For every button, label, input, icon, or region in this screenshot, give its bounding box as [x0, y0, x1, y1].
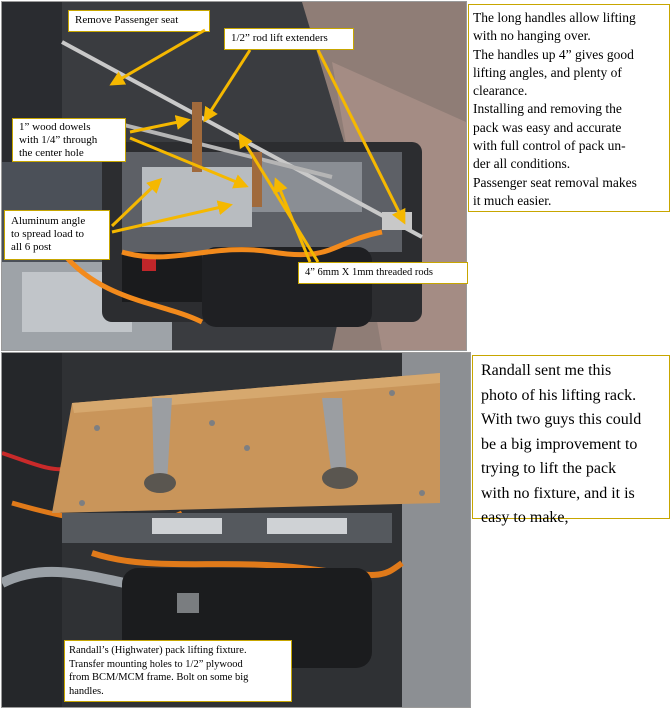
bottom-description-line: Randall sent me this — [481, 362, 612, 379]
top-description-line: der all conditions. — [473, 156, 571, 172]
arrow-wood-dowels-2 — [130, 138, 246, 186]
callout-wood-dowels-line: the center hole — [19, 147, 84, 159]
bottom-description-line: photo of his lifting rack. — [481, 386, 637, 404]
callout-wood-dowels-line: 1” wood dowels — [19, 121, 91, 133]
bottom-description-line: with no fixture, and it is — [481, 484, 635, 502]
callout-aluminum-angle-line: all 6 post — [11, 241, 52, 253]
arrow-wood-dowels-1 — [130, 120, 188, 132]
bottom-description — [472, 355, 670, 526]
arrow-rod-extenders-2 — [318, 50, 404, 222]
bottom-photo-caption — [64, 640, 292, 702]
arrow-rod-extenders-1 — [205, 50, 250, 120]
bottom-photo-caption-line: handles. — [69, 685, 104, 697]
top-description-line: lifting angles, and plenty of — [473, 64, 622, 80]
callout-wood-dowels-line: with 1/4” through — [19, 134, 98, 146]
top-description-line: Installing and removing the — [473, 101, 622, 117]
top-description-line: with no hanging over. — [473, 28, 591, 44]
callout-remove-seat-text: Remove Passenger seat — [75, 14, 179, 26]
bottom-description-line: be a big improvement to — [481, 435, 638, 453]
callout-rod-extenders-text: 1/2” rod lift extenders — [231, 32, 328, 44]
top-description-line: pack was easy and accurate — [473, 119, 622, 135]
arrow-remove-seat — [112, 30, 205, 84]
arrow-aluminum-angle-1 — [112, 180, 160, 226]
bottom-description-line: With two guys this could — [481, 411, 642, 428]
arrow-threaded-rods-2 — [240, 135, 318, 262]
callout-aluminum-angle-line: Aluminum angle — [11, 215, 86, 227]
top-description-line: The handles up 4” gives good — [473, 46, 634, 62]
top-description-line: clearance. — [473, 83, 528, 99]
top-description-line: it much easier. — [473, 192, 552, 208]
callout-aluminum-angle-line: to spread load to — [11, 228, 85, 240]
top-description-line: with full control of pack un- — [473, 138, 626, 154]
top-description-line: The long handles allow lifting — [473, 10, 636, 25]
bottom-photo-caption-line: Transfer mounting holes to 1/2” plywood — [69, 658, 243, 670]
bottom-photo-caption-line: from BCM/MCM frame. Bolt on some big — [69, 672, 249, 683]
bottom-description-line: trying to lift the pack — [481, 460, 617, 477]
bottom-description-line: easy to make, — [481, 509, 569, 526]
bottom-photo-caption-line: Randall’s (Highwater) pack lifting fixture. — [69, 645, 247, 656]
top-description-line: Passenger seat removal makes — [473, 174, 637, 190]
callout-threaded-rods-text: 4” 6mm X 1mm threaded rods — [305, 267, 434, 278]
top-description — [468, 4, 670, 212]
